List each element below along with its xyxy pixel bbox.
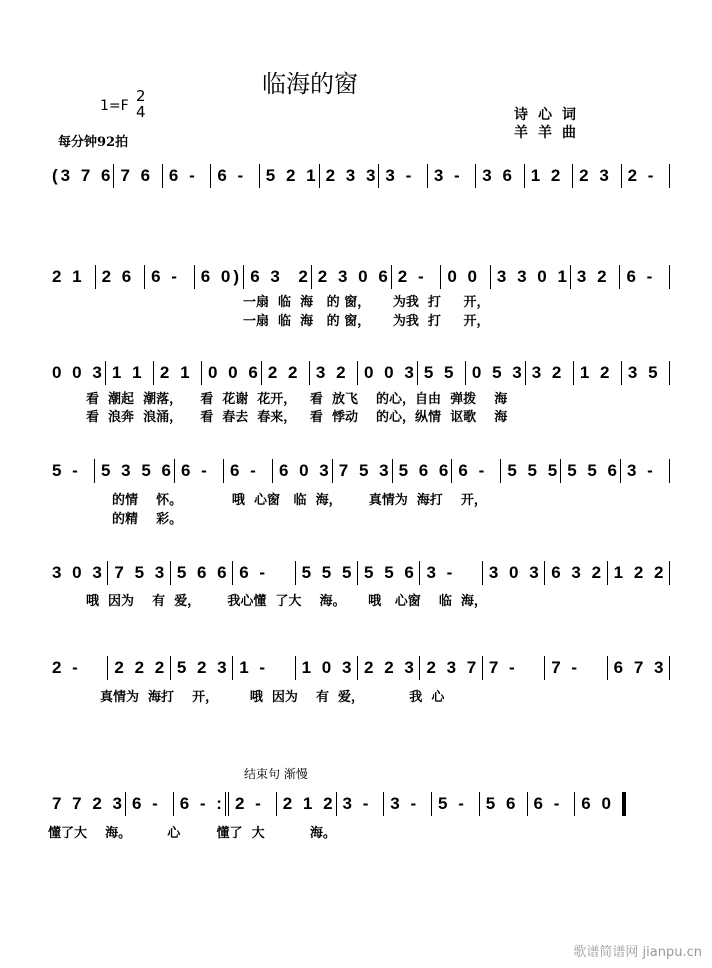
measure: 2 2 3	[358, 656, 420, 680]
staff-line-3	[46, 361, 670, 385]
measure: 3 -	[420, 561, 482, 585]
measure: 6 -	[528, 792, 576, 816]
measure: 6 -	[620, 265, 670, 289]
measure: 1 2	[525, 164, 573, 188]
watermark: 歌谱简谱网 jianpu.cn	[573, 945, 702, 960]
measure: 5 5 6	[358, 561, 420, 585]
measure: 5 -	[432, 792, 480, 816]
meter-top: 2	[136, 87, 146, 105]
measure: 3 -	[379, 164, 427, 188]
measure: 3 2	[310, 361, 358, 385]
measure: 1 2 2	[608, 561, 670, 585]
measure: 1 1	[106, 361, 154, 385]
measure: 7 -	[483, 656, 545, 680]
measure: 6 -	[211, 164, 259, 188]
measure: 7 6	[114, 164, 162, 188]
measure: 6 -	[145, 265, 195, 289]
tempo-marking: 每分钟92拍	[58, 135, 129, 150]
lyric-line: 看 浪奔 浪涌， 看 春去 春来， 看 悸动 的心，纵情 讴歌 海	[86, 410, 508, 425]
measure: 6 -	[163, 164, 211, 188]
measure: 3 -	[621, 459, 670, 483]
measure: 2 3 3	[320, 164, 380, 188]
lyric-line: 看 潮起 潮落， 看 花谢 花开， 看 放飞 的心，自由 弹拨 海	[86, 392, 508, 407]
measure: 6 0	[575, 792, 626, 816]
measure: 3 3 0 1	[491, 265, 571, 289]
staff-line-1	[46, 164, 670, 188]
measure: 7 5 3	[333, 459, 393, 483]
measure: 2 3 7	[420, 656, 482, 680]
lyric-line: 真情为 海打 开， 哦 因为 有 爱， 我 心	[100, 690, 445, 705]
measure: 5 5 5	[501, 459, 561, 483]
measure: 2 1	[46, 265, 96, 289]
measure: 1 2	[574, 361, 622, 385]
measure: 6 3 2	[545, 561, 607, 585]
measure: 6 -	[224, 459, 273, 483]
measure: 5 5	[418, 361, 466, 385]
measure: 0 5 3	[466, 361, 526, 385]
measure: 3 2	[526, 361, 574, 385]
measure: 2 1 2	[277, 792, 337, 816]
measure: 2 -	[622, 164, 670, 188]
lyric-line: 的精 彩。	[112, 512, 183, 527]
measure: 5 6 6	[393, 459, 453, 483]
key-signature: 1=F	[100, 98, 129, 114]
measure: 3 -	[337, 792, 385, 816]
measure: 6 -	[452, 459, 501, 483]
measure: 6 -	[126, 792, 174, 816]
measure: 2 -	[229, 792, 277, 816]
measure: 3 -	[428, 164, 476, 188]
measure: 6 - :	[174, 792, 229, 816]
measure: 2 3 0 6	[312, 265, 392, 289]
measure: 2 -	[392, 265, 442, 289]
staff-line-6	[46, 656, 670, 680]
meter-bottom: 4	[136, 103, 146, 121]
measure: 6 7 3	[608, 656, 670, 680]
measure: 5 5 6	[561, 459, 621, 483]
measure: 6 3 2	[244, 265, 312, 289]
measure: 0 0 3	[358, 361, 418, 385]
lyric-line: 哦 因为 有 爱， 我心懂 了大 海。 哦 心窗 临 海，	[86, 594, 487, 609]
measure: 7 5 3	[108, 561, 170, 585]
measure: 7 -	[545, 656, 607, 680]
measure: 1 -	[233, 656, 295, 680]
measure: 6 0 3	[273, 459, 333, 483]
staff-line-2	[46, 265, 670, 289]
ending-annotation: 结束句 渐慢	[244, 767, 308, 781]
measure: 3 -	[384, 792, 432, 816]
time-signature	[136, 88, 146, 120]
lyric-line: 一扇 临 海 的 窗， 为我 打 开，	[243, 314, 490, 329]
measure: 7 7 2 3	[46, 792, 126, 816]
staff-line-7	[46, 792, 626, 816]
measure: 5 2 1	[260, 164, 320, 188]
measure: 3 2	[571, 265, 621, 289]
measure: 5 5 5	[296, 561, 358, 585]
measure: 3 6	[476, 164, 524, 188]
lyric-line: 一扇 临 海 的 窗， 为我 打 开，	[243, 295, 490, 310]
measure: 3 0 3	[483, 561, 545, 585]
lyricist-credit: 诗心词	[514, 107, 586, 123]
measure: 5 6 6	[171, 561, 233, 585]
measure: 5 6	[480, 792, 528, 816]
measure: 5 3 5 6	[95, 459, 175, 483]
measure: 2 6	[96, 265, 146, 289]
lyric-line: 懂了大 海。 心 懂了 大 海。	[48, 826, 336, 841]
measure: 6 0)	[195, 265, 245, 289]
measure: 6 -	[233, 561, 295, 585]
staff-line-4	[46, 459, 670, 483]
measure: 3 0 3	[46, 561, 108, 585]
measure: 2 2	[262, 361, 310, 385]
measure: 2 2 2	[108, 656, 170, 680]
measure: 2 -	[46, 656, 108, 680]
measure: 0 0 3	[46, 361, 106, 385]
measure: 2 3	[573, 164, 621, 188]
measure: 5 2 3	[171, 656, 233, 680]
measure: 6 -	[175, 459, 224, 483]
song-title: 临海的窗	[262, 70, 358, 98]
measure: 0 0 6	[202, 361, 262, 385]
measure: 3 5	[622, 361, 670, 385]
lyric-line: 的情 怀。 哦 心窗 临 海， 真情为 海打 开，	[112, 493, 487, 508]
measure: 5 -	[46, 459, 95, 483]
measure: 1 0 3	[296, 656, 358, 680]
measure: 0 0	[441, 265, 491, 289]
staff-line-5	[46, 561, 670, 585]
measure: (3 7 6	[46, 164, 114, 188]
measure: 2 1	[154, 361, 202, 385]
composer-credit: 羊羊曲	[514, 125, 586, 141]
